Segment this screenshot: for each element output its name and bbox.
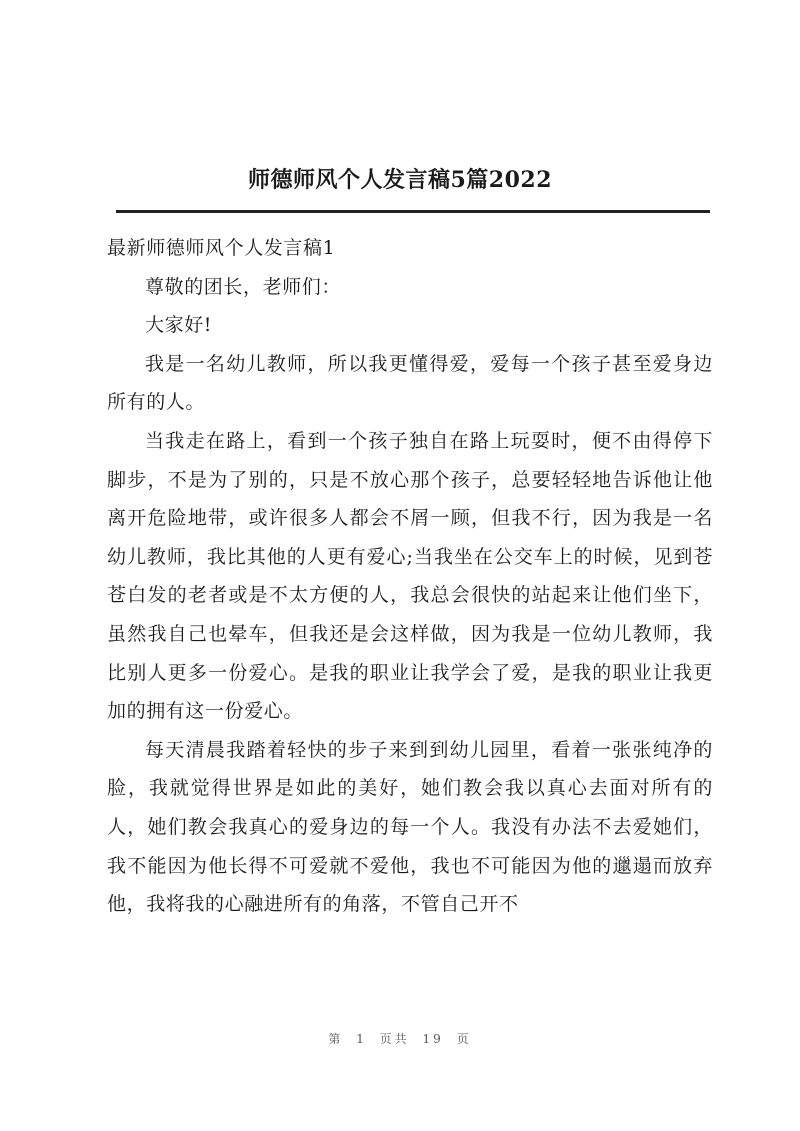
salutation-paragraph: 尊敬的团长，老师们： <box>145 275 342 298</box>
page-footer: 第 1 页共 19 页 <box>328 1032 472 1046</box>
document-body <box>107 229 713 924</box>
body-paragraph-3: 每天清晨我踏着轻快的步子来到到幼儿园里，看着一张张纯净的脸，我就觉得世界是如此的美好，她们教会我以真心去面对所有的人，她们教会我真心的爱身边的每一个人。我没有办法不去爱她们，我不能因为他长得不可爱就不爱他，我也不可能因为他的邋遢而放弃他，我将我的心融进所有的角落，不管自己开不 <box>107 738 713 916</box>
body-paragraph-1: 我是一名幼儿教师，所以我更懂得爱，爱每一个孩子甚至爱身边所有的人。 <box>107 352 713 414</box>
greeting-paragraph: 大家好! <box>145 314 213 337</box>
body-paragraph-2: 当我走在路上，看到一个孩子独自在路上玩耍时，便不由得停下脚步，不是为了别的，只是不放心那个孩子，总要轻轻地告诉他让他离开危险地带，或许很多人都会不屑一顾，但我不行，因为我是一名幼儿教师，我比其他的人更有爱心;当我坐在公交车上的时候，见到苍苍白发的老者或是不太方便的人，我总会很快的站起来让他们坐下，虽然我自己也晕车，但我还是会这样做，因为我是一位幼儿教师，我比别人更多一份爱心。是我的职业让我学会了爱，是我的职业让我更加的拥有这一份爱心。 <box>107 429 713 723</box>
section-heading: 最新师德师风个人发言稿1 <box>107 237 336 259</box>
document-title: 师德师风个人发言稿5篇2022 <box>247 167 553 193</box>
title-divider <box>116 210 710 213</box>
